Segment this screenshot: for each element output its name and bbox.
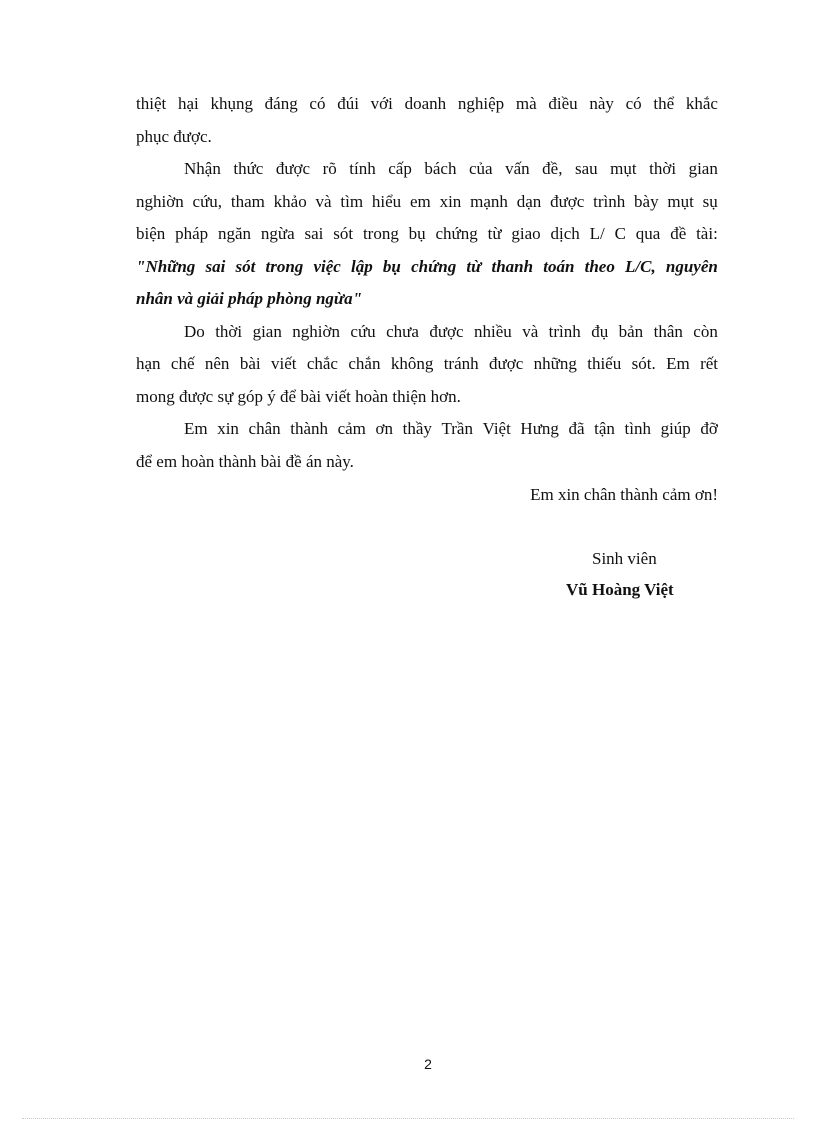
word: tham — [230, 191, 265, 211]
word: và — [522, 321, 539, 341]
word: xin — [217, 419, 239, 438]
word: doanh — [404, 94, 447, 113]
word: pháp — [175, 224, 209, 243]
word: được — [275, 159, 311, 178]
word: thân — [653, 321, 683, 341]
word: tận — [594, 419, 615, 438]
word: qua — [635, 224, 661, 243]
word: bày — [634, 191, 659, 211]
word: thầy — [402, 419, 432, 438]
word: rõ — [322, 159, 337, 178]
word: hiểu — [371, 191, 402, 211]
word: không — [390, 354, 434, 373]
page-bottom-border — [22, 1118, 794, 1119]
word: thiếu — [587, 354, 622, 373]
word: được — [550, 191, 585, 211]
word: đỡ — [700, 419, 718, 438]
paragraph-line — [136, 218, 718, 251]
word: xin — [439, 191, 462, 211]
word: Hưng — [520, 419, 559, 438]
word: ngừa — [260, 224, 295, 243]
word: có — [625, 94, 642, 113]
word: bụ — [382, 256, 401, 276]
word: theo — [584, 256, 615, 276]
word: khắc — [685, 94, 718, 113]
word: thời — [215, 321, 243, 341]
word: bụ — [408, 224, 426, 243]
word: bách — [424, 159, 457, 178]
word: cấp — [388, 159, 412, 178]
word: gian — [688, 159, 718, 178]
word: thể — [653, 94, 675, 113]
word: nên — [204, 354, 230, 373]
word: dịch — [550, 224, 580, 243]
paragraph-line — [136, 413, 718, 446]
word: nghiờn — [292, 321, 340, 341]
word: chân — [248, 419, 281, 438]
word: đáng — [264, 94, 298, 113]
paragraph-line — [136, 88, 718, 121]
word: Nhận — [184, 159, 221, 178]
word: Việt — [482, 419, 511, 438]
word: dạn — [516, 191, 542, 211]
word: Do — [184, 321, 205, 341]
word: việc — [313, 256, 341, 276]
word: thức — [233, 159, 264, 178]
word: điều — [548, 94, 578, 113]
word: tài: — [696, 224, 718, 243]
word: mạnh — [470, 191, 508, 211]
word: có — [309, 94, 326, 113]
paragraph-line — [136, 186, 718, 219]
word: sai — [205, 256, 226, 276]
word: em — [409, 191, 431, 211]
word: trong — [265, 256, 304, 276]
word: nghiờn — [136, 191, 184, 211]
word: thanh — [491, 256, 534, 276]
word: chắc — [306, 354, 338, 373]
page-number: 2 — [424, 1056, 432, 1072]
word: biện — [136, 224, 166, 243]
word: Trần — [441, 419, 473, 438]
word: khụng — [210, 94, 253, 113]
word: nguyên — [665, 256, 718, 276]
word: chế — [170, 354, 195, 373]
word: thời — [649, 159, 677, 178]
word: những — [533, 354, 577, 373]
word: giúp — [660, 419, 691, 438]
word: giao — [511, 224, 541, 243]
signature-name: Vũ Hoàng Việt — [566, 580, 674, 599]
body-text — [136, 88, 718, 478]
word: toán — [543, 256, 575, 276]
word: Em — [666, 354, 690, 373]
word: tránh — [443, 354, 479, 373]
word: với — [370, 94, 393, 113]
word: "Những — [136, 256, 196, 276]
word: sụ — [702, 191, 718, 211]
word: còn — [693, 321, 718, 341]
word: C — [614, 224, 626, 243]
word: từ — [487, 224, 502, 243]
word: trình — [593, 191, 626, 211]
word: này — [589, 94, 614, 113]
word: của — [468, 159, 493, 178]
word: cứu, — [192, 191, 223, 211]
word: nghiệp — [457, 94, 505, 113]
word: Em — [184, 419, 208, 438]
word: bản — [618, 321, 644, 341]
paragraph-line — [136, 348, 718, 381]
paragraph-line: mong được sự góp ý để bài viết hoàn thiện hơn. — [136, 386, 461, 406]
word: trong — [362, 224, 399, 243]
word: sót — [333, 224, 354, 243]
word: chưa — [386, 321, 419, 341]
word: chứng — [411, 256, 457, 276]
word: đề, — [542, 159, 563, 178]
word: viết — [270, 354, 297, 373]
word: được — [429, 321, 464, 341]
word: thiệt — [136, 94, 167, 113]
word: cứu — [350, 321, 376, 341]
word: hạn — [136, 354, 161, 373]
word: sau — [574, 159, 598, 178]
word: mụt — [610, 159, 637, 178]
word: sót. — [631, 354, 656, 373]
word: L/ — [589, 224, 605, 243]
word: hại — [177, 94, 199, 113]
paragraph-line — [136, 316, 718, 349]
closing-line: Em xin chân thành cảm ơn! — [530, 485, 718, 504]
word: rết — [700, 354, 718, 373]
word: tìm — [340, 191, 364, 211]
paragraph-line: nhân và giải pháp phòng ngừa" — [136, 289, 363, 308]
word: bài — [239, 354, 261, 373]
word: chứng — [435, 224, 478, 243]
word: ơn — [375, 419, 394, 438]
word: và — [315, 191, 332, 211]
word: nhiều — [474, 321, 512, 341]
word: vấn — [505, 159, 530, 178]
word: từ — [466, 256, 482, 276]
word: thành — [290, 419, 328, 438]
word: cảm — [337, 419, 366, 438]
word: đã — [568, 419, 585, 438]
signature-role: Sinh viên — [592, 549, 657, 568]
word: mụt — [667, 191, 694, 211]
paragraph-line: phục được. — [136, 126, 212, 146]
word: gian — [252, 321, 282, 341]
paragraph-line — [136, 153, 718, 186]
word: mà — [515, 94, 537, 113]
word: sai — [304, 224, 324, 243]
word: được — [489, 354, 524, 373]
word: đúi — [337, 94, 359, 113]
paragraph-line: để em hoàn thành bài đề án này. — [136, 451, 354, 471]
word: tính — [349, 159, 376, 178]
word: ngăn — [218, 224, 252, 243]
word: sót — [235, 256, 256, 276]
word: đề — [670, 224, 687, 243]
word: lập — [351, 256, 373, 276]
word: L/C, — [625, 256, 656, 276]
word: tình — [624, 419, 651, 438]
paragraph-line — [136, 251, 718, 284]
word: khảo — [273, 191, 307, 211]
word: đụ — [591, 321, 609, 341]
word: trình — [548, 321, 581, 341]
word: chắn — [348, 354, 381, 373]
